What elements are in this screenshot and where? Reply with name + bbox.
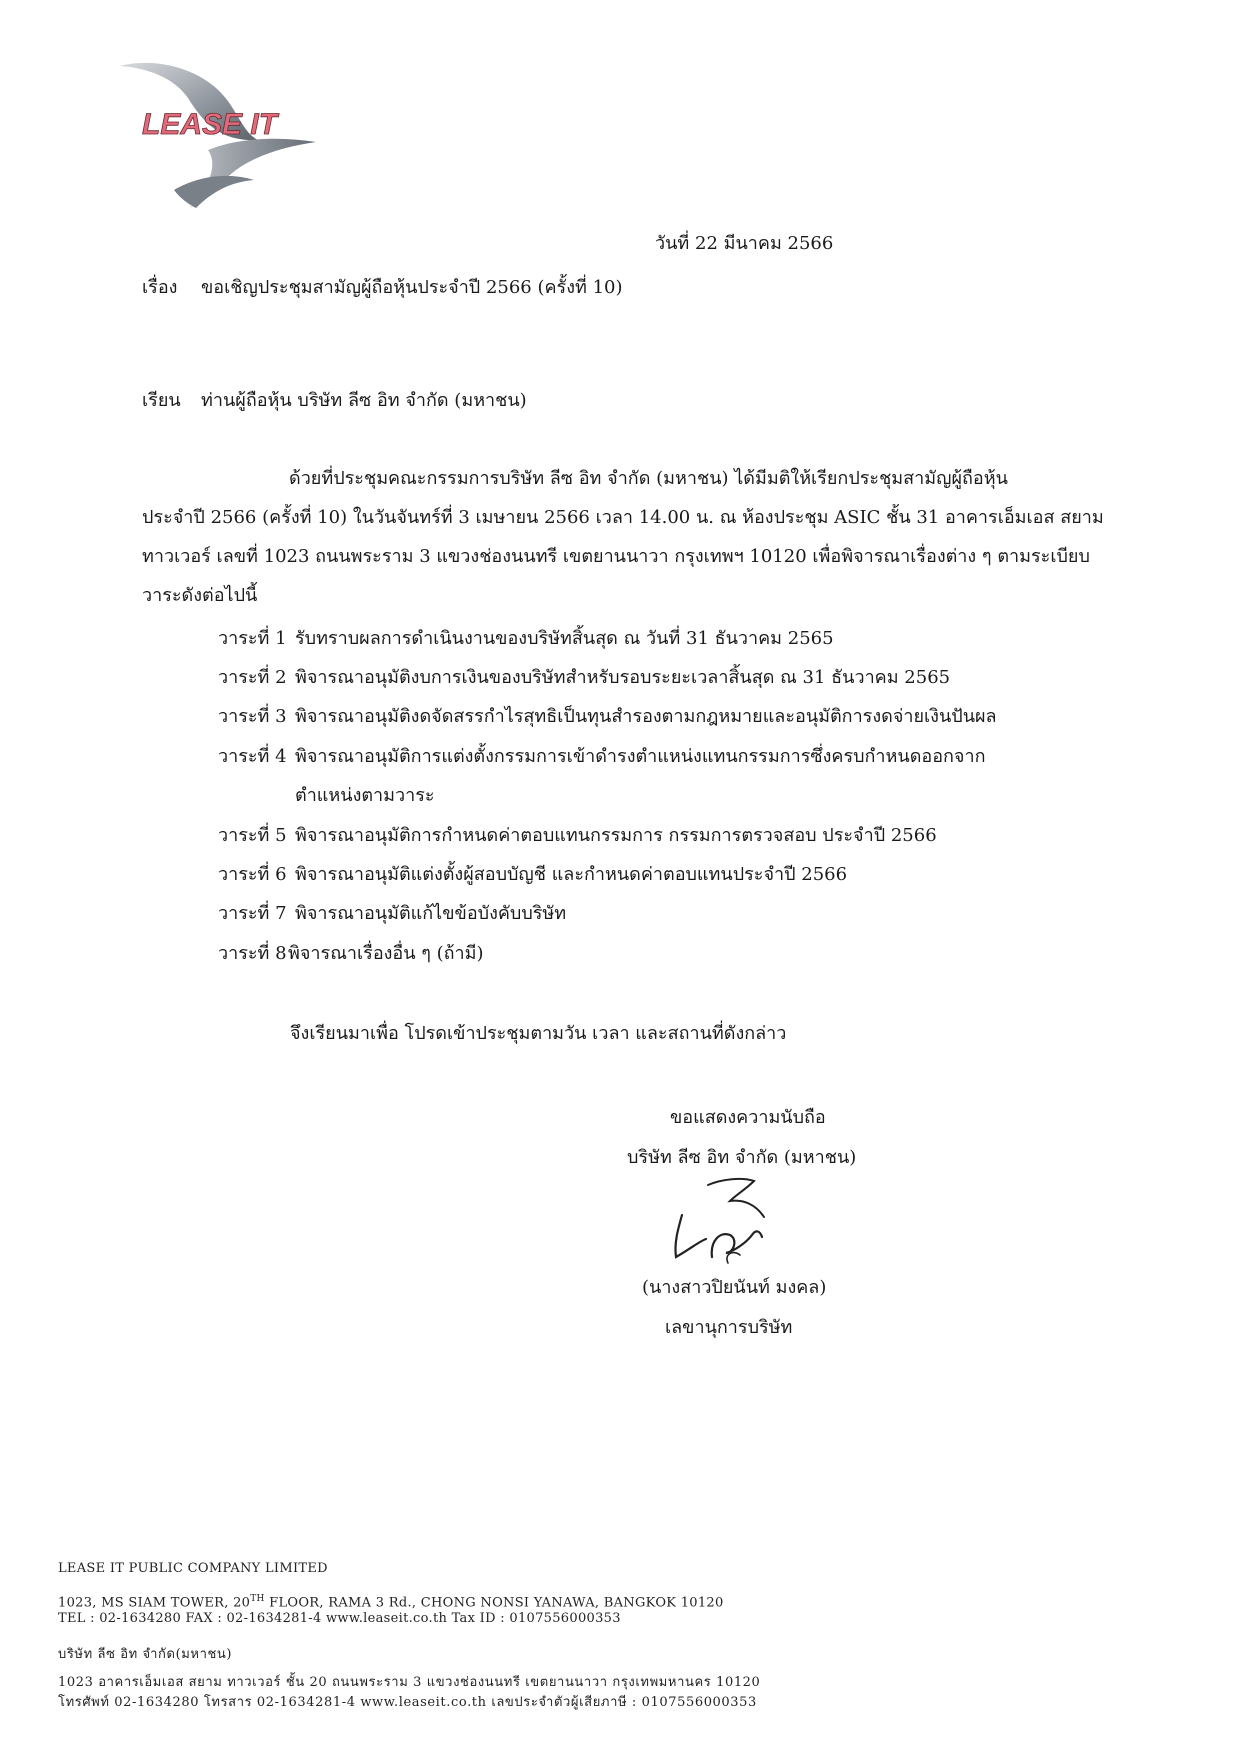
agenda-label: วาระที่ 1 xyxy=(218,628,287,649)
closing-text: จึงเรียนมาเพื่อ โปรดเข้าประชุมตามวัน เวลา และสถานที่ดังกล่าว xyxy=(290,1023,787,1044)
agenda-text: พิจารณาเรื่องอื่น ๆ (ถ้ามี) xyxy=(288,943,484,964)
sign-regards: ขอแสดงความนับถือ xyxy=(670,1107,826,1128)
agenda-text-continued: ตำแหน่งตามวาระ xyxy=(295,785,435,806)
letter-date: วันที่ 22 มีนาคม 2566 xyxy=(655,233,834,254)
agenda-label: วาระที่ 5 xyxy=(218,825,287,846)
signature-drawing xyxy=(660,1165,800,1275)
agenda-label: วาระที่ 3 xyxy=(218,706,287,727)
sign-company: บริษัท ลีซ อิท จำกัด (มหาชน) xyxy=(627,1147,857,1168)
agenda-text: พิจารณาอนุมัติงดจัดสรรกำไรสุทธิเป็นทุนสำรองตามกฎหมายและอนุมัติการงดจ่ายเงินปันผล xyxy=(295,706,997,727)
body-line-3: ทาวเวอร์ เลขที่ 1023 ถนนพระราม 3 แขวงช่องนนทรี เขตยานนาวา กรุงเทพฯ 10120 เพื่อพิจารณาเรื่องต่าง ๆ ตามระเบียบ xyxy=(142,546,1090,567)
agenda-label: วาระที่ 7 xyxy=(218,903,287,924)
agenda-text: พิจารณาอนุมัติแก้ไขข้อบังคับบริษัท xyxy=(295,903,567,924)
subject-label: เรื่อง xyxy=(142,277,178,298)
body-line-2: ประจำปี 2566 (ครั้งที่ 10) ในวันจันทร์ที่ 3 เมษายน 2566 เวลา 14.00 น. ณ ห้องประชุม ASIC ชั้น 31 อาคารเอ็มเอส สยาม xyxy=(142,507,1104,528)
agenda-label: วาระที่ 2 xyxy=(218,667,287,688)
to-label: เรียน xyxy=(142,390,181,411)
agenda-label: วาระที่ 6 xyxy=(218,864,287,885)
lease-it-logo xyxy=(118,58,318,218)
subject-text: ขอเชิญประชุมสามัญผู้ถือหุ้นประจำปี 2566 (ครั้งที่ 10) xyxy=(201,277,623,298)
footer-company-th: บริษัท ลีซ อิท จำกัด(มหาชน) xyxy=(58,1647,233,1662)
agenda-label: วาระที่ 4 xyxy=(218,746,287,767)
footer-contact-en: TEL : 02-1634280 FAX : 02-1634281-4 www.leaseit.co.th Tax ID : 0107556000353 xyxy=(58,1611,621,1626)
to-text: ท่านผู้ถือหุ้น บริษัท ลีซ อิท จำกัด (มหาชน) xyxy=(201,390,527,411)
footer-contact-th: โทรศัพท์ 02-1634280 โทรสาร 02-1634281-4 www.leaseit.co.th เลขประจำตัวผู้เสียภาษี : 0107556000353 xyxy=(58,1695,757,1710)
signatory-title: เลขานุการบริษัท xyxy=(665,1317,793,1338)
agenda-text: พิจารณาอนุมัติการแต่งตั้งกรรมการเข้าดำรงตำแหน่งแทนกรรมการซึ่งครบกำหนดออกจาก xyxy=(295,746,986,767)
footer-address-en-a: 1023, MS SIAM TOWER, 20 xyxy=(58,1595,251,1611)
footer-address-en-b: FLOOR, RAMA 3 Rd., CHONG NONSI YANAWA, BANGKOK 10120 xyxy=(264,1595,724,1611)
agenda-text: รับทราบผลการดำเนินงานของบริษัทสิ้นสุด ณ วันที่ 31 ธันวาคม 2565 xyxy=(295,628,834,649)
agenda-text: พิจารณาอนุมัติแต่งตั้งผู้สอบบัญชี และกำหนดค่าตอบแทนประจำปี 2566 xyxy=(295,864,848,885)
agenda-text: พิจารณาอนุมัติงบการเงินของบริษัทสำหรับรอบระยะเวลาสิ้นสุด ณ 31 ธันวาคม 2565 xyxy=(295,667,951,688)
agenda-text: พิจารณาอนุมัติการกำหนดค่าตอบแทนกรรมการ กรรมการตรวจสอบ ประจำปี 2566 xyxy=(295,825,937,846)
signatory-name: (นางสาวปิยนันท์ มงคล) xyxy=(642,1277,827,1298)
footer-address-th: 1023 อาคารเอ็มเอส สยาม ทาวเวอร์ ชั้น 20 ถนนพระราม 3 แขวงช่องนนทรี เขตยานนาวา กรุงเทพมหานคร 10120 xyxy=(58,1675,761,1690)
body-line-1: ด้วยที่ประชุมคณะกรรมการบริษัท ลีซ อิท จำกัด (มหาชน) ได้มีมติให้เรียกประชุมสามัญผู้ถือหุ้น xyxy=(289,468,1008,489)
footer-company-en: LEASE IT PUBLIC COMPANY LIMITED xyxy=(58,1561,328,1576)
body-line-4: วาระดังต่อไปนี้ xyxy=(142,585,258,606)
footer-address-en xyxy=(58,1590,724,1612)
logo-text: LEASE IT xyxy=(142,108,278,141)
footer-address-en-sup: TH xyxy=(250,1594,265,1604)
agenda-label: วาระที่ 8 xyxy=(218,943,287,964)
